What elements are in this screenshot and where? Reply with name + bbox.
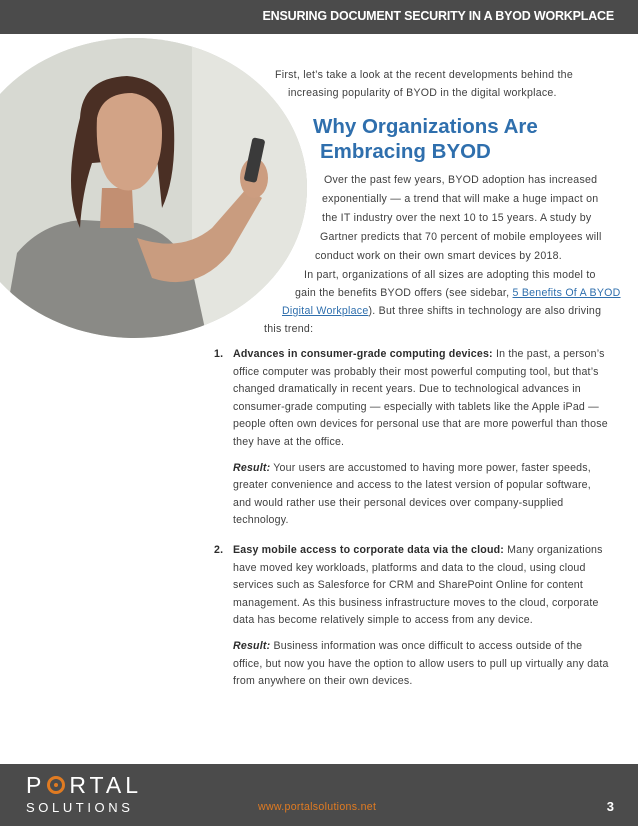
header-bar [0,0,638,34]
sidebar-link[interactable]: Digital Workplace [282,305,369,317]
list-item-text [233,346,609,452]
paragraph-line [282,302,601,320]
trend-list [214,346,609,691]
list-item [214,346,609,530]
logo-text: RTAL [69,772,143,798]
paragraph-text: ). But three shifts in technology are also driving [368,305,602,317]
footer-bar [0,764,638,826]
intro-paragraph [275,66,605,102]
section-heading [313,114,613,164]
list-item-result [233,638,609,691]
document-title: ENSURING DOCUMENT SECURITY IN A BYOD WORKPLACE [262,9,614,23]
paragraph-line: exponentially — a trend that will make a huge impact on [322,193,599,205]
result-label: Result: [233,461,271,474]
intro-line: increasing popularity of BYOD in the digital workplace. [288,87,557,99]
website-link[interactable]: www.portalsolutions.net [258,801,377,813]
paragraph-line: In part, organizations of all sizes are adopting this model to [304,269,596,281]
paragraph-line: the IT industry over the next 10 to 15 years. A study by [322,212,592,224]
woman-with-phone-photo [0,38,307,338]
heading-line: Why Organizations Are [313,115,538,138]
paragraph-line: Gartner predicts that 70 percent of mobile employees will [320,231,602,243]
list-item-lead: Easy mobile access to corporate data via the cloud: [233,543,505,556]
heading-line: Embracing BYOD [320,140,491,163]
logo-text: P [26,772,46,798]
list-item [214,542,609,691]
list-item-body: In the past, a person’s office computer was probably their most powerful computing tool, but that’s changed dramatically in recent years. Due to technological advances in consumer-grade computing — especially with tablets like the Apple iPad — people often own devices for personal use that are more powerful than those they have at the office. [233,348,608,448]
list-number: 2. [214,543,224,556]
sidebar-link[interactable]: 5 Benefits Of A BYOD [512,287,621,299]
paragraph-line: conduct work on their own smart devices by 2018. [315,250,562,262]
logo-wordmark [26,772,142,798]
paragraph-text: gain the benefits BYOD offers (see sidebar, [295,287,513,299]
result-label: Result: [233,639,271,652]
list-item-text [233,542,609,630]
list-item-result [233,460,609,530]
paragraph-line [295,284,621,302]
list-item-body: Many organizations have moved key workloads, platforms and data to the cloud, using cloud services such as Salesforce for CRM and SharePoint Online for content management. As this business infrastructure moves to the cloud, corporate data has become relatively simple to access from any device. [233,543,603,627]
page-number: 3 [606,799,614,814]
list-number: 1. [214,348,224,360]
paragraph-line: this trend: [264,323,314,335]
paragraph-line: Over the past few years, BYOD adoption has increased [324,174,598,186]
result-text: Business information was once difficult to access outside of the office, but now you have the option to allow users to pull up virtually any data from anywhere on their own devices. [233,639,609,688]
list-item-lead: Advances in consumer-grade computing devices: [233,348,493,360]
logo-subtitle: SOLUTIONS [26,800,134,815]
logo-o-icon [47,776,65,794]
portal-solutions-logo [26,772,142,816]
result-text: Your users are accustomed to having more power, faster speeds, greater convenience and access to the latest version of popular software, and would rather use their personal devices over company-supplied technology. [233,461,591,527]
intro-line: First, let’s take a look at the recent developments behind the [275,69,573,81]
